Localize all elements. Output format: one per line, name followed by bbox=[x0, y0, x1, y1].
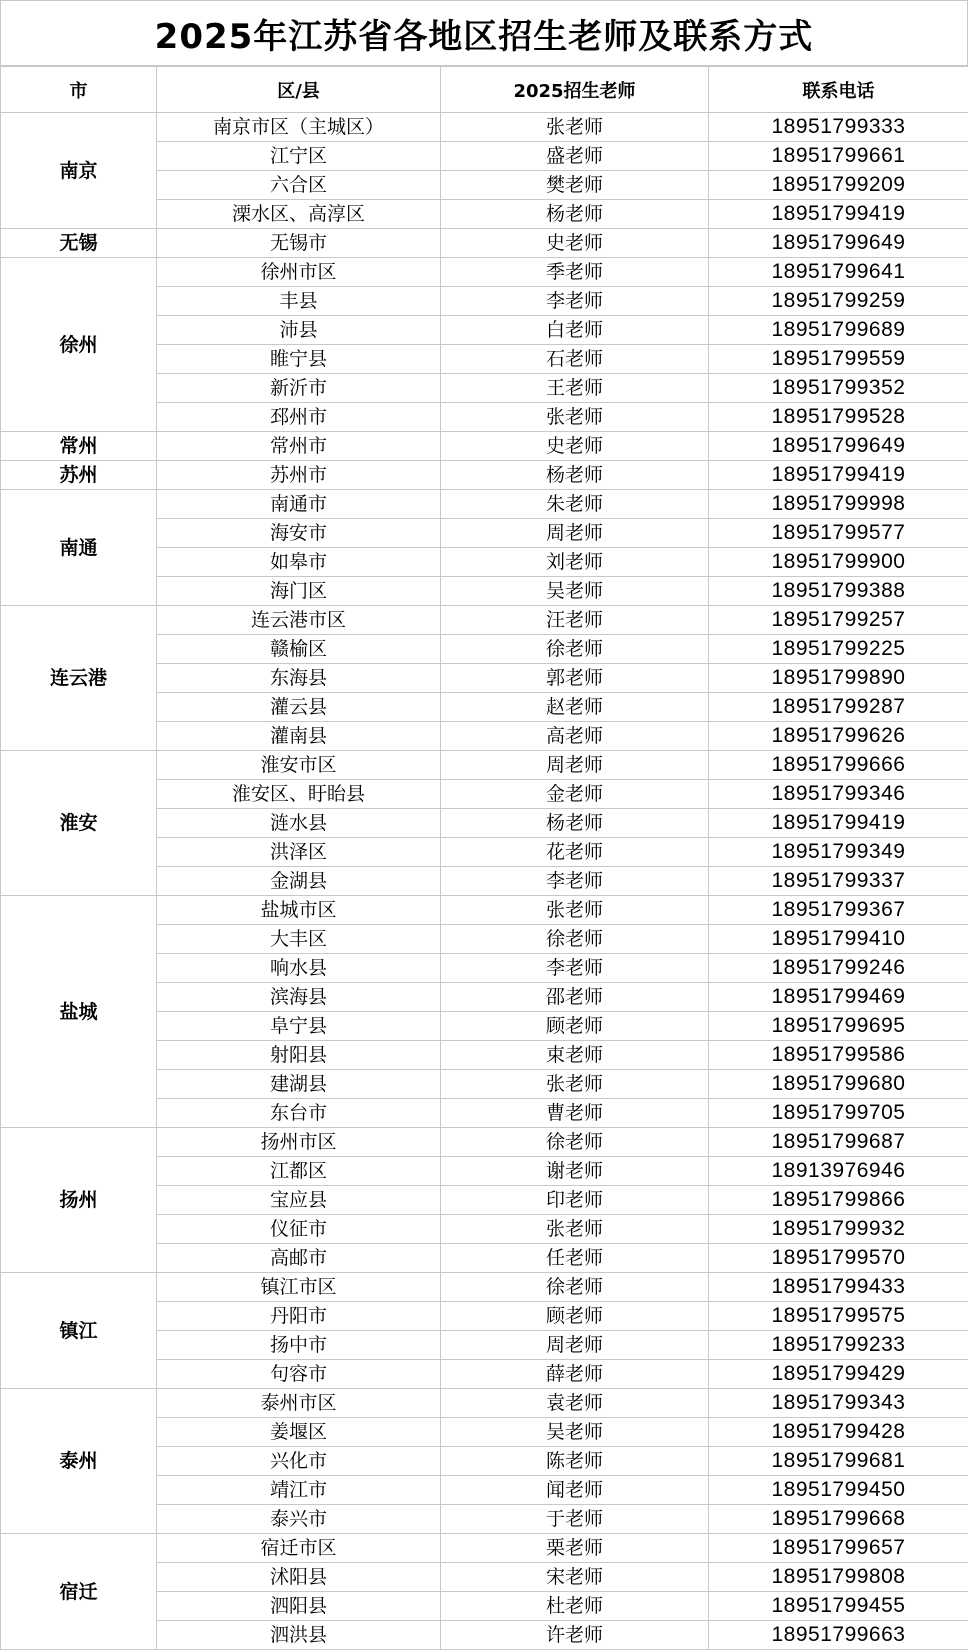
district-cell: 常州市 bbox=[157, 432, 441, 461]
district-cell: 镇江市区 bbox=[157, 1273, 441, 1302]
district-cell: 灌云县 bbox=[157, 693, 441, 722]
phone-cell: 18951799209 bbox=[709, 171, 968, 200]
teacher-cell: 周老师 bbox=[441, 751, 709, 780]
district-cell: 睢宁县 bbox=[157, 345, 441, 374]
district-cell: 泰兴市 bbox=[157, 1505, 441, 1534]
table-row bbox=[1, 490, 968, 519]
teacher-cell: 史老师 bbox=[441, 229, 709, 258]
phone-cell: 18951799695 bbox=[709, 1012, 968, 1041]
phone-cell: 18951799428 bbox=[709, 1418, 968, 1447]
phone-cell: 18951799649 bbox=[709, 432, 968, 461]
district-cell: 洪泽区 bbox=[157, 838, 441, 867]
city-cell: 淮安 bbox=[1, 751, 157, 896]
district-cell: 泰州市区 bbox=[157, 1389, 441, 1418]
phone-cell: 18951799657 bbox=[709, 1534, 968, 1563]
district-cell: 新沂市 bbox=[157, 374, 441, 403]
city-cell: 苏州 bbox=[1, 461, 157, 490]
district-cell: 丹阳市 bbox=[157, 1302, 441, 1331]
phone-cell: 18951799352 bbox=[709, 374, 968, 403]
teacher-cell: 曹老师 bbox=[441, 1099, 709, 1128]
table-row bbox=[1, 896, 968, 925]
phone-cell: 18951799586 bbox=[709, 1041, 968, 1070]
district-cell: 丰县 bbox=[157, 287, 441, 316]
phone-cell: 18951799687 bbox=[709, 1128, 968, 1157]
teacher-cell: 于老师 bbox=[441, 1505, 709, 1534]
teacher-cell: 白老师 bbox=[441, 316, 709, 345]
district-cell: 苏州市 bbox=[157, 461, 441, 490]
teacher-cell: 顾老师 bbox=[441, 1012, 709, 1041]
page-title: 2025年江苏省各地区招生老师及联系方式 bbox=[0, 0, 968, 66]
district-cell: 海门区 bbox=[157, 577, 441, 606]
city-cell: 常州 bbox=[1, 432, 157, 461]
phone-cell: 18951799257 bbox=[709, 606, 968, 635]
district-cell: 南通市 bbox=[157, 490, 441, 519]
teacher-cell: 张老师 bbox=[441, 896, 709, 925]
teacher-cell: 任老师 bbox=[441, 1244, 709, 1273]
table-row bbox=[1, 606, 968, 635]
phone-cell: 18951799419 bbox=[709, 461, 968, 490]
teacher-cell: 张老师 bbox=[441, 1215, 709, 1244]
phone-cell: 18951799666 bbox=[709, 751, 968, 780]
teacher-cell: 薛老师 bbox=[441, 1360, 709, 1389]
phone-cell: 18951799998 bbox=[709, 490, 968, 519]
city-cell: 连云港 bbox=[1, 606, 157, 751]
phone-cell: 18951799808 bbox=[709, 1563, 968, 1592]
district-cell: 无锡市 bbox=[157, 229, 441, 258]
table-row bbox=[1, 113, 968, 142]
teacher-cell: 杨老师 bbox=[441, 200, 709, 229]
phone-cell: 18951799367 bbox=[709, 896, 968, 925]
phone-cell: 18951799225 bbox=[709, 635, 968, 664]
district-cell: 南京市区（主城区） bbox=[157, 113, 441, 142]
phone-cell: 18951799866 bbox=[709, 1186, 968, 1215]
teacher-cell: 汪老师 bbox=[441, 606, 709, 635]
district-cell: 兴化市 bbox=[157, 1447, 441, 1476]
teacher-cell: 郭老师 bbox=[441, 664, 709, 693]
phone-cell: 18951799689 bbox=[709, 316, 968, 345]
city-cell: 泰州 bbox=[1, 1389, 157, 1534]
table-row bbox=[1, 229, 968, 258]
teacher-cell: 栗老师 bbox=[441, 1534, 709, 1563]
teacher-cell: 李老师 bbox=[441, 287, 709, 316]
table-row bbox=[1, 751, 968, 780]
phone-cell: 18951799346 bbox=[709, 780, 968, 809]
phone-cell: 18951799450 bbox=[709, 1476, 968, 1505]
phone-cell: 18951799287 bbox=[709, 693, 968, 722]
teacher-cell: 刘老师 bbox=[441, 548, 709, 577]
district-cell: 沭阳县 bbox=[157, 1563, 441, 1592]
phone-cell: 18913976946 bbox=[709, 1157, 968, 1186]
phone-cell: 18951799668 bbox=[709, 1505, 968, 1534]
table-row bbox=[1, 1128, 968, 1157]
phone-cell: 18951799570 bbox=[709, 1244, 968, 1273]
teacher-cell: 宋老师 bbox=[441, 1563, 709, 1592]
phone-cell: 18951799528 bbox=[709, 403, 968, 432]
phone-cell: 18951799419 bbox=[709, 809, 968, 838]
phone-cell: 18951799641 bbox=[709, 258, 968, 287]
district-cell: 如皋市 bbox=[157, 548, 441, 577]
district-cell: 连云港市区 bbox=[157, 606, 441, 635]
district-cell: 高邮市 bbox=[157, 1244, 441, 1273]
phone-cell: 18951799705 bbox=[709, 1099, 968, 1128]
phone-cell: 18951799661 bbox=[709, 142, 968, 171]
header-district: 区/县 bbox=[157, 67, 441, 113]
teacher-cell: 朱老师 bbox=[441, 490, 709, 519]
teacher-cell: 谢老师 bbox=[441, 1157, 709, 1186]
district-cell: 涟水县 bbox=[157, 809, 441, 838]
district-cell: 句容市 bbox=[157, 1360, 441, 1389]
district-cell: 灌南县 bbox=[157, 722, 441, 751]
teacher-cell: 花老师 bbox=[441, 838, 709, 867]
phone-cell: 18951799349 bbox=[709, 838, 968, 867]
phone-cell: 18951799337 bbox=[709, 867, 968, 896]
teacher-cell: 邵老师 bbox=[441, 983, 709, 1012]
district-cell: 扬中市 bbox=[157, 1331, 441, 1360]
district-cell: 东台市 bbox=[157, 1099, 441, 1128]
city-cell: 南京 bbox=[1, 113, 157, 229]
teacher-cell: 杜老师 bbox=[441, 1592, 709, 1621]
teacher-cell: 杨老师 bbox=[441, 461, 709, 490]
phone-cell: 18951799233 bbox=[709, 1331, 968, 1360]
district-cell: 淮安市区 bbox=[157, 751, 441, 780]
city-cell: 徐州 bbox=[1, 258, 157, 432]
district-cell: 徐州市区 bbox=[157, 258, 441, 287]
district-cell: 盐城市区 bbox=[157, 896, 441, 925]
phone-cell: 18951799246 bbox=[709, 954, 968, 983]
teacher-cell: 杨老师 bbox=[441, 809, 709, 838]
teacher-cell: 顾老师 bbox=[441, 1302, 709, 1331]
teacher-cell: 束老师 bbox=[441, 1041, 709, 1070]
header-city: 市 bbox=[1, 67, 157, 113]
phone-cell: 18951799663 bbox=[709, 1621, 968, 1650]
teacher-cell: 张老师 bbox=[441, 1070, 709, 1099]
district-cell: 淮安区、盱眙县 bbox=[157, 780, 441, 809]
table-header-row bbox=[1, 67, 968, 113]
table-row bbox=[1, 258, 968, 287]
phone-cell: 18951799900 bbox=[709, 548, 968, 577]
phone-cell: 18951799626 bbox=[709, 722, 968, 751]
teacher-cell: 周老师 bbox=[441, 519, 709, 548]
teacher-cell: 印老师 bbox=[441, 1186, 709, 1215]
district-cell: 赣榆区 bbox=[157, 635, 441, 664]
teacher-cell: 徐老师 bbox=[441, 635, 709, 664]
city-cell: 无锡 bbox=[1, 229, 157, 258]
teacher-cell: 张老师 bbox=[441, 113, 709, 142]
phone-cell: 18951799455 bbox=[709, 1592, 968, 1621]
city-cell: 南通 bbox=[1, 490, 157, 606]
phone-cell: 18951799932 bbox=[709, 1215, 968, 1244]
header-phone: 联系电话 bbox=[709, 67, 968, 113]
phone-cell: 18951799890 bbox=[709, 664, 968, 693]
contacts-table bbox=[0, 66, 968, 1650]
teacher-cell: 高老师 bbox=[441, 722, 709, 751]
district-cell: 仪征市 bbox=[157, 1215, 441, 1244]
district-cell: 泗洪县 bbox=[157, 1621, 441, 1650]
district-cell: 沛县 bbox=[157, 316, 441, 345]
table-row bbox=[1, 1273, 968, 1302]
teacher-cell: 金老师 bbox=[441, 780, 709, 809]
district-cell: 响水县 bbox=[157, 954, 441, 983]
district-cell: 海安市 bbox=[157, 519, 441, 548]
teacher-cell: 张老师 bbox=[441, 403, 709, 432]
teacher-cell: 吴老师 bbox=[441, 577, 709, 606]
phone-cell: 18951799333 bbox=[709, 113, 968, 142]
teacher-cell: 吴老师 bbox=[441, 1418, 709, 1447]
phone-cell: 18951799559 bbox=[709, 345, 968, 374]
district-cell: 大丰区 bbox=[157, 925, 441, 954]
teacher-cell: 许老师 bbox=[441, 1621, 709, 1650]
district-cell: 靖江市 bbox=[157, 1476, 441, 1505]
city-cell: 镇江 bbox=[1, 1273, 157, 1389]
city-cell: 盐城 bbox=[1, 896, 157, 1128]
teacher-cell: 樊老师 bbox=[441, 171, 709, 200]
phone-cell: 18951799259 bbox=[709, 287, 968, 316]
teacher-cell: 李老师 bbox=[441, 867, 709, 896]
district-cell: 溧水区、高淳区 bbox=[157, 200, 441, 229]
district-cell: 姜堰区 bbox=[157, 1418, 441, 1447]
teacher-cell: 陈老师 bbox=[441, 1447, 709, 1476]
district-cell: 宝应县 bbox=[157, 1186, 441, 1215]
phone-cell: 18951799681 bbox=[709, 1447, 968, 1476]
teacher-cell: 徐老师 bbox=[441, 925, 709, 954]
district-cell: 滨海县 bbox=[157, 983, 441, 1012]
phone-cell: 18951799419 bbox=[709, 200, 968, 229]
table-row bbox=[1, 1389, 968, 1418]
phone-cell: 18951799649 bbox=[709, 229, 968, 258]
city-cell: 扬州 bbox=[1, 1128, 157, 1273]
teacher-cell: 史老师 bbox=[441, 432, 709, 461]
district-cell: 泗阳县 bbox=[157, 1592, 441, 1621]
table-body bbox=[1, 113, 968, 1650]
district-cell: 阜宁县 bbox=[157, 1012, 441, 1041]
table-row bbox=[1, 432, 968, 461]
teacher-cell: 石老师 bbox=[441, 345, 709, 374]
district-cell: 宿迁市区 bbox=[157, 1534, 441, 1563]
phone-cell: 18951799577 bbox=[709, 519, 968, 548]
table-row bbox=[1, 1534, 968, 1563]
district-cell: 东海县 bbox=[157, 664, 441, 693]
teacher-cell: 徐老师 bbox=[441, 1128, 709, 1157]
district-cell: 邳州市 bbox=[157, 403, 441, 432]
district-cell: 江宁区 bbox=[157, 142, 441, 171]
teacher-cell: 徐老师 bbox=[441, 1273, 709, 1302]
district-cell: 射阳县 bbox=[157, 1041, 441, 1070]
phone-cell: 18951799429 bbox=[709, 1360, 968, 1389]
district-cell: 江都区 bbox=[157, 1157, 441, 1186]
district-cell: 扬州市区 bbox=[157, 1128, 441, 1157]
teacher-cell: 闻老师 bbox=[441, 1476, 709, 1505]
district-cell: 六合区 bbox=[157, 171, 441, 200]
teacher-cell: 周老师 bbox=[441, 1331, 709, 1360]
phone-cell: 18951799410 bbox=[709, 925, 968, 954]
phone-cell: 18951799388 bbox=[709, 577, 968, 606]
phone-cell: 18951799575 bbox=[709, 1302, 968, 1331]
district-cell: 建湖县 bbox=[157, 1070, 441, 1099]
table-row bbox=[1, 461, 968, 490]
phone-cell: 18951799680 bbox=[709, 1070, 968, 1099]
teacher-cell: 赵老师 bbox=[441, 693, 709, 722]
phone-cell: 18951799433 bbox=[709, 1273, 968, 1302]
teacher-cell: 袁老师 bbox=[441, 1389, 709, 1418]
teacher-cell: 盛老师 bbox=[441, 142, 709, 171]
teacher-cell: 李老师 bbox=[441, 954, 709, 983]
city-cell: 宿迁 bbox=[1, 1534, 157, 1650]
phone-cell: 18951799469 bbox=[709, 983, 968, 1012]
phone-cell: 18951799343 bbox=[709, 1389, 968, 1418]
teacher-cell: 季老师 bbox=[441, 258, 709, 287]
teacher-cell: 王老师 bbox=[441, 374, 709, 403]
district-cell: 金湖县 bbox=[157, 867, 441, 896]
header-teacher: 2025招生老师 bbox=[441, 67, 709, 113]
